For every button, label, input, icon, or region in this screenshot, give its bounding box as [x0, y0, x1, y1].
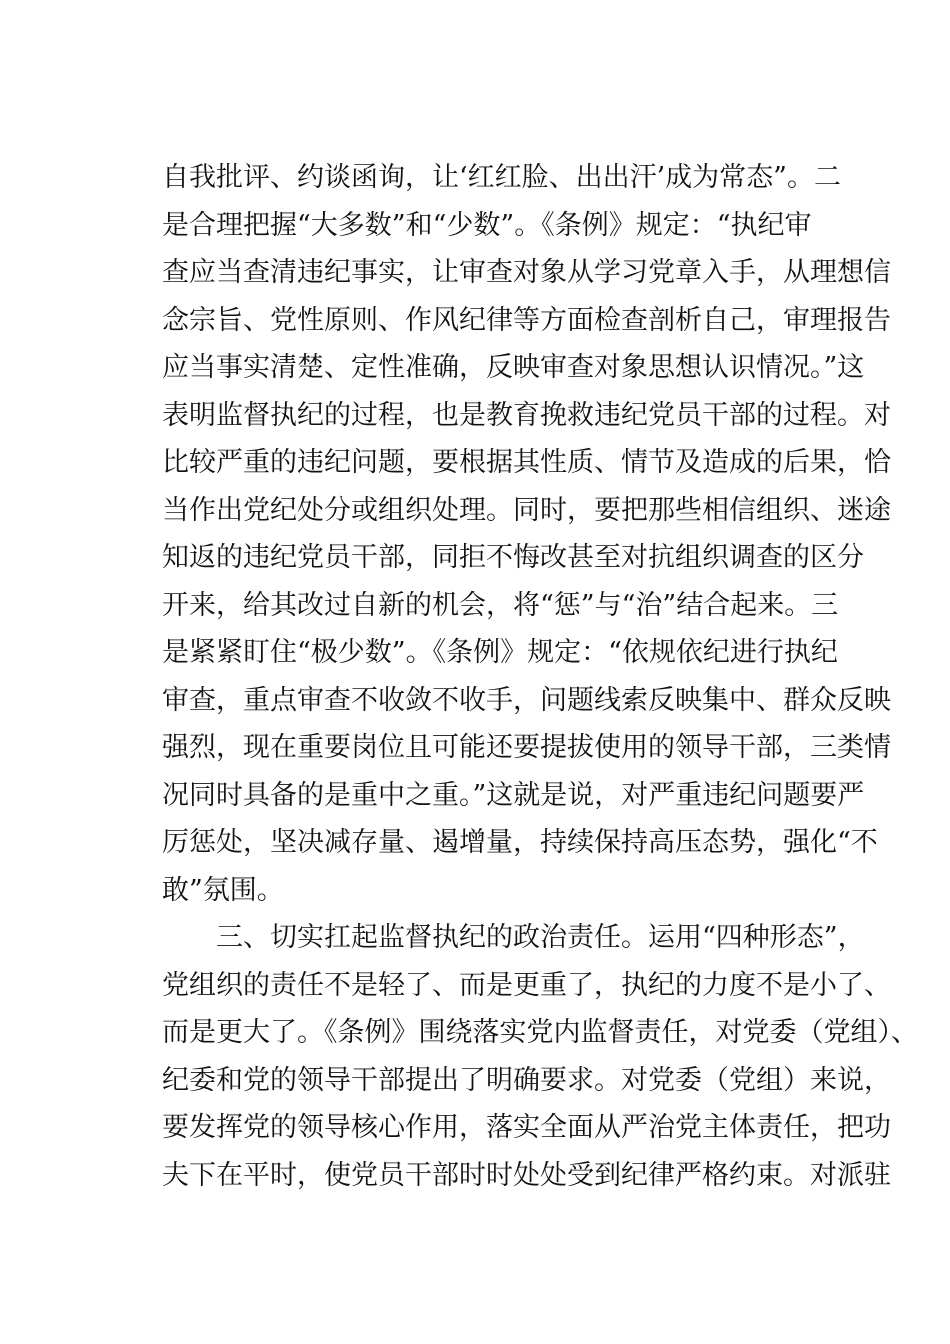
text-line: 审查，重点审查不收敛不收手，问题线索反映集中、群众反映: [162, 684, 891, 716]
text-line: 是合理把握“大多数”和“少数”。《条例》规定：“执纪审: [162, 209, 812, 241]
paragraph-end-line: 敢”氛围。: [162, 874, 284, 906]
text-line: 知返的违纪党员干部，同拒不悔改甚至对抗组织调查的区分: [162, 542, 864, 573]
text-line: 而是更大了。《条例》围绕落实党内监督责任，对党委（党组）、: [162, 1017, 918, 1048]
text-line: 念宗旨、党性原则、作风纪律等方面检查剖析自己，审理报告: [162, 304, 891, 336]
text-line: 强烈，现在重要岗位且可能还要提拔使用的领导干部，三类情: [162, 732, 891, 763]
text-line: 纪委和党的领导干部提出了明确要求。对党委（党组）来说，: [162, 1064, 891, 1096]
text-line: 比较严重的违纪问题，要根据其性质、情节及造成的后果，恰: [162, 447, 891, 478]
text-line: 应当事实清楚、定性准确，反映审查对象思想认识情况。”这: [162, 352, 865, 383]
body-text: [162, 154, 918, 1199]
text-line: 党组织的责任不是轻了、而是更重了，执纪的力度不是小了、: [162, 969, 891, 1001]
text-line: 夫下在平时，使党员干部时时处处受到纪律严格约束。对派驻: [162, 1159, 891, 1191]
text-line: 要发挥党的领导核心作用，落实全面从严治党主体责任，把功: [162, 1112, 891, 1143]
text-line: 表明监督执纪的过程，也是教育挽救违纪党员干部的过程。对: [162, 399, 891, 431]
text-line: 当作出党纪处分或组织处理。同时，要把那些相信组织、迷途: [162, 494, 891, 526]
text-line: 厉惩处，坚决减存量、遏增量，持续保持高压态势，强化“不: [162, 827, 878, 858]
text-line: 况同时具备的是重中之重。”这就是说，对严重违纪问题要严: [162, 779, 865, 811]
text-line: 是紧紧盯住“极少数”。《条例》规定：“依规依纪进行执纪: [162, 637, 838, 668]
text-line: 查应当查清违纪事实，让审查对象从学习党章入手，从理想信: [162, 257, 891, 288]
text-line: 开来，给其改过自新的机会，将“惩”与“治”结合起来。三: [162, 589, 839, 621]
section-heading-line: 三、切实扛起监督执纪的政治责任。运用“四种形态”，: [216, 922, 865, 953]
text-line: 自我批评、约谈函询，让‘红红脸、出出汗’成为常态”。二: [162, 162, 841, 193]
